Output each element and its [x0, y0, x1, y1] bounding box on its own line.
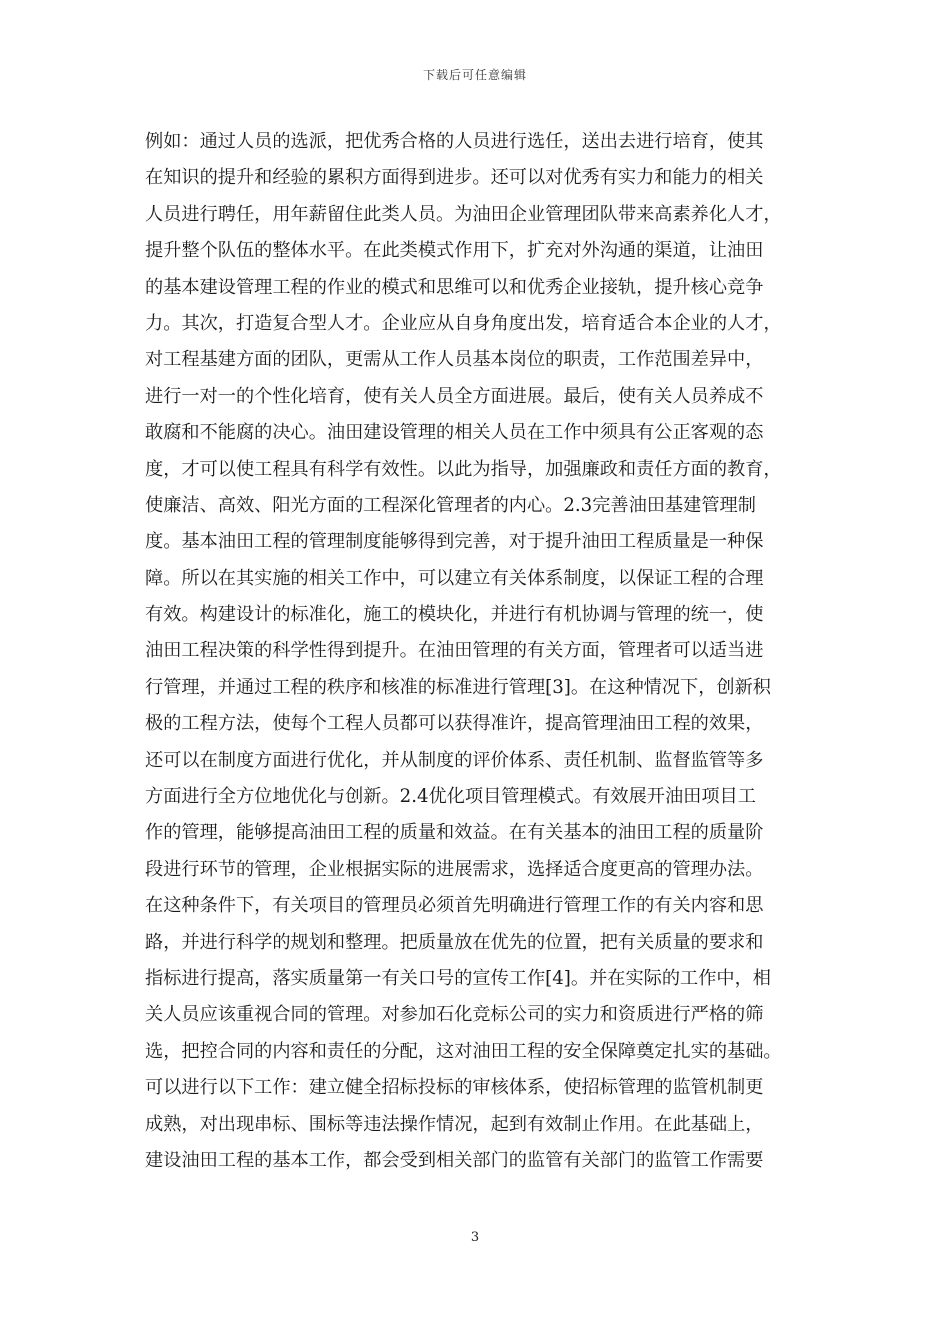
text-line: 例如：通过人员的选派，把优秀合格的人员进行选任，送出去进行培育，使其: [145, 131, 764, 152]
text-line: 度，才可以使工程具有科学有效性。以此为指导，加强廉政和责任方面的教育，: [145, 458, 782, 480]
body-text: [145, 124, 815, 1179]
text-line: 人员进行聘任，用年薪留住此类人员。为油田企业管理团队带来高素养化人才，: [145, 203, 782, 225]
text-line: 在这种条件下，有关项目的管理员必须首先明确进行管理工作的有关内容和思: [145, 895, 764, 917]
text-line: 使廉洁、高效、阳光方面的工程深化管理者的内心。2.3完善油田基建管理制: [145, 494, 756, 516]
text-line: 度。基本油田工程的管理制度能够得到完善，对于提升油田工程质量是一种保: [145, 531, 764, 553]
text-line: 油田工程决策的科学性得到提升。在油田管理的有关方面，管理者可以适当进: [145, 640, 764, 662]
page-number: 3: [470, 1230, 480, 1245]
text-line: 力。其次，打造复合型人才。企业应从自身角度出发，培育适合本企业的人才，: [145, 312, 782, 334]
text-line: 成熟，对出现串标、围标等违法操作情况，起到有效制止作用。在此基础上，: [145, 1113, 764, 1135]
text-line: 选，把控合同的内容和责任的分配，这对油田工程的安全保障奠定扎实的基础。: [145, 1040, 782, 1062]
text-line: 对工程基建方面的团队，更需从工作人员基本岗位的职责，工作范围差异中，: [145, 349, 764, 371]
text-line: 提升整个队伍的整体水平。在此类模式作用下，扩充对外沟通的渠道，让油田: [145, 240, 764, 262]
text-line: 段进行环节的管理，企业根据实际的进展需求，选择适合度更高的管理办法。: [145, 858, 764, 880]
text-line: 敢腐和不能腐的决心。油田建设管理的相关人员在工作中须具有公正客观的态: [145, 422, 764, 444]
text-line: 的基本建设管理工程的作业的模式和思维可以和优秀企业接轨，提升核心竞争: [145, 276, 764, 298]
text-line: 有效。构建设计的标准化，施工的模块化，并进行有机协调与管理的统一，使: [145, 604, 764, 626]
text-line: 进行一对一的个性化培育，使有关人员全方面进展。最后，使有关人员养成不: [145, 385, 764, 407]
text-line: 障。所以在其实施的相关工作中，可以建立有关体系制度，以保证工程的合理: [145, 567, 764, 589]
page-header: 下载后可任意编辑: [422, 68, 527, 82]
text-line: 建设油田工程的基本工作，都会受到相关部门的监管有关部门的监管工作需要: [145, 1149, 764, 1171]
text-line: 可以进行以下工作：建立健全招标投标的审核体系，使招标管理的监管机制更: [145, 1077, 764, 1099]
text-line: 行管理，并通过工程的秩序和核准的标准进行管理[3]。在这种情况下，创新积: [145, 676, 771, 698]
text-line: 作的管理，能够提高油田工程的质量和效益。在有关基本的油田工程的质量阶: [145, 822, 764, 844]
text-line: 关人员应该重视合同的管理。对参加石化竞标公司的实力和资质进行严格的筛: [145, 1004, 764, 1026]
text-line: 方面进行全方位地优化与创新。2.4优化项目管理模式。有效展开油田项目工: [145, 786, 756, 808]
text-line: 在知识的提升和经验的累积方面得到进步。还可以对优秀有实力和能力的相关: [145, 167, 764, 189]
text-line: 极的工程方法，使每个工程人员都可以获得准许，提高管理油田工程的效果，: [145, 713, 764, 735]
text-line: 还可以在制度方面进行优化，并从制度的评价体系、责任机制、监督监管等多: [145, 749, 764, 771]
text-line: 指标进行提高，落实质量第一有关口号的宣传工作[4]。并在实际的工作中，相: [145, 967, 771, 989]
text-line: 路，并进行科学的规划和整理。把质量放在优先的位置，把有关质量的要求和: [145, 931, 764, 953]
